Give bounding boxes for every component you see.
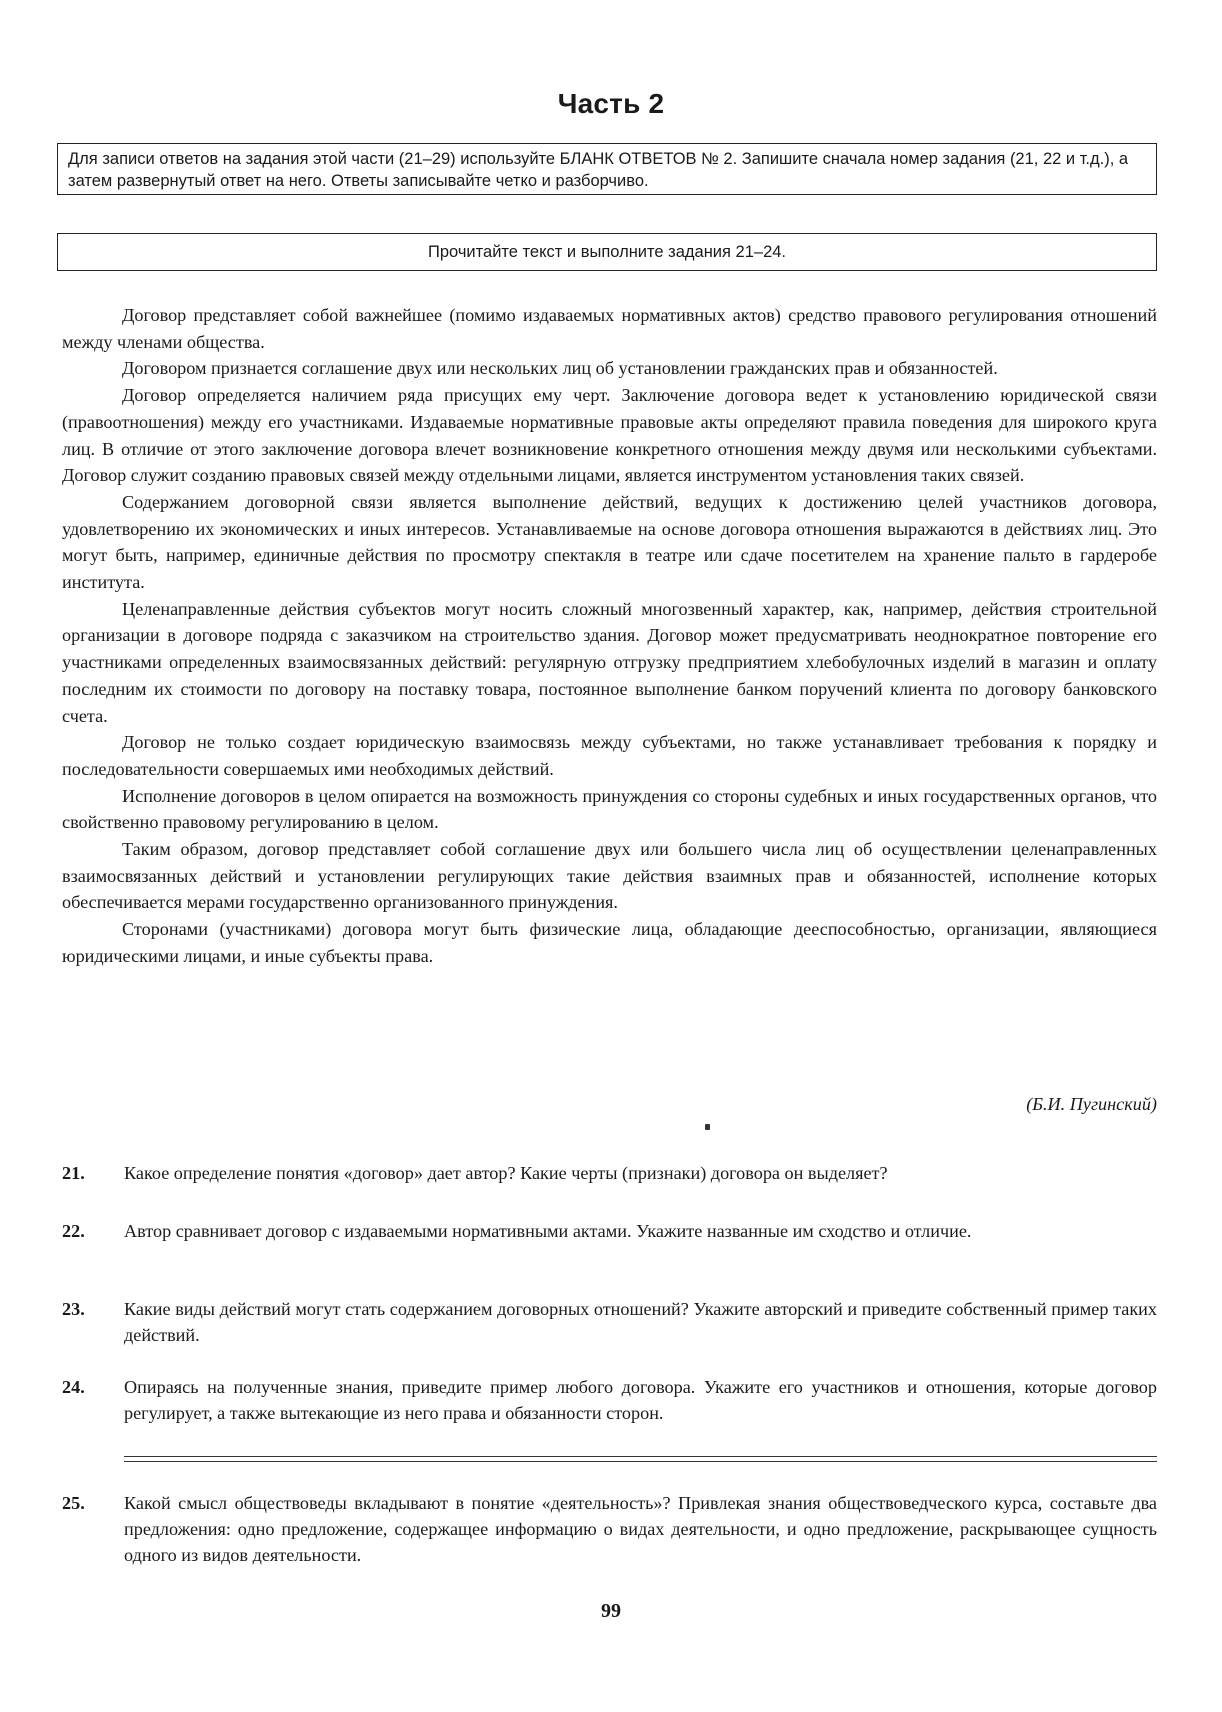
task-number: 24.	[62, 1377, 85, 1397]
task-21	[62, 1160, 1157, 1186]
text-author: (Б.И. Пугинский)	[1026, 1094, 1157, 1114]
text-paragraph: Целенаправленные действия субъектов могут носить сложный многозвенный характер, как, например, действия строительной организации в договоре подряда с заказчиком на строительство здания. Договор может предусматривать неоднократное повторение его участниками определенных взаимосвязанных действий: регулярную отгрузку предприятием хлебобулочных изделий в магазин и оплату последним их стоимости по договору на поставку товара, постоянное выполнение банком поручений клиента по договору банковского счета.	[62, 598, 1157, 726]
text-paragraph: Договор не только создает юридическую взаимосвязь между субъектами, но также устанавливает требования к порядку и последовательности совершаемых ими необходимых действий.	[62, 732, 1157, 779]
text-paragraph: Договор представляет собой важнейшее (помимо издаваемых нормативных актов) средство правового регулирования отношений между членами общества.	[62, 305, 1157, 352]
print-dot-mark	[705, 1124, 710, 1130]
task-text: Какой смысл обществоведы вкладывают в понятие «деятельность»? Привлекая знания обществоведческого курса, составьте два предложения: одно предложение, содержащее информацию о видах деятельности, и одно предложение, раскрывающее сущность одного из видов деятельности.	[124, 1493, 1157, 1565]
task-24	[62, 1374, 1157, 1426]
instructions-box: Для записи ответов на задания этой части (21–29) используйте БЛАНК ОТВЕТОВ № 2. Запишите сначала номер задания (21, 22 и т.д.), а затем развернутый ответ на него. Ответы записывайте четко и разборчиво.	[57, 143, 1157, 195]
task-22	[62, 1218, 1157, 1244]
task-text: Автор сравнивает договор с издаваемыми нормативными актами. Укажите названные им сходство и отличие.	[124, 1221, 972, 1241]
text-paragraph: Договором признается соглашение двух или нескольких лиц об установлении гражданских прав и обязанностей.	[122, 358, 998, 379]
task-number: 23.	[62, 1299, 85, 1319]
task-number: 25.	[62, 1493, 85, 1513]
text-paragraph: Сторонами (участниками) договора могут быть физические лица, обладающие дееспособностью, организации, являющиеся юридическими лицами, и иные субъекты права.	[62, 919, 1157, 966]
task-23	[62, 1296, 1157, 1348]
text-paragraph: Содержанием договорной связи является выполнение действий, ведущих к достижению целей участников договора, удовлетворению их экономических и иных интересов. Устанавливаемые на основе договора отношения выражаются в действиях лиц. Это могут быть, например, единичные действия по просмотру спектакля в театре или сдаче посетителем на хранение пальто в гардеробе института.	[62, 491, 1157, 593]
separator-line	[124, 1461, 1157, 1462]
read-prompt-box: Прочитайте текст и выполните задания 21–24.	[57, 233, 1157, 271]
page-number: 99	[601, 1600, 621, 1622]
task-number: 21.	[62, 1163, 85, 1183]
page-title: Часть 2	[557, 88, 665, 119]
task-text: Какие виды действий могут стать содержанием договорных отношений? Укажите авторский и приведите собственный пример таких действий.	[124, 1299, 1157, 1345]
source-text	[62, 302, 1157, 970]
text-paragraph: Договор определяется наличием ряда присущих ему черт. Заключение договора ведет к установлению юридической связи (правоотношения) между его участниками. Издаваемые нормативные правовые акты определяют правила поведения для широкого круга лиц. В отличие от этого заключение договора влечет возникновение конкретного отношения между двумя или несколькими субъектами. Договор служит созданию правовых связей между отдельными лицами, является инструментом установления таких связей.	[62, 385, 1157, 486]
text-paragraph: Исполнение договоров в целом опирается на возможность принуждения со стороны судебных и иных государственных органов, что свойственно правовому регулированию в целом.	[62, 785, 1157, 833]
task-number: 22.	[62, 1221, 85, 1241]
task-25	[62, 1490, 1157, 1568]
task-text: Какое определение понятия «договор» дает автор? Какие черты (признаки) договора он выделяет?	[124, 1163, 888, 1183]
separator-line	[124, 1456, 1157, 1457]
text-paragraph: Таким образом, договор представляет собой соглашение двух или большего числа лиц об осуществлении целенаправленных взаимосвязанных действий и установлении регулирующих такие действия взаимных прав и обязанностей, исполнение которых обеспечивается мерами государственно организованного принуждения.	[62, 839, 1157, 913]
task-text: Опираясь на полученные знания, приведите пример любого договора. Укажите его участников и отношения, которые договор регулирует, а также вытекающие из него права и обязанности сторон.	[124, 1377, 1157, 1423]
